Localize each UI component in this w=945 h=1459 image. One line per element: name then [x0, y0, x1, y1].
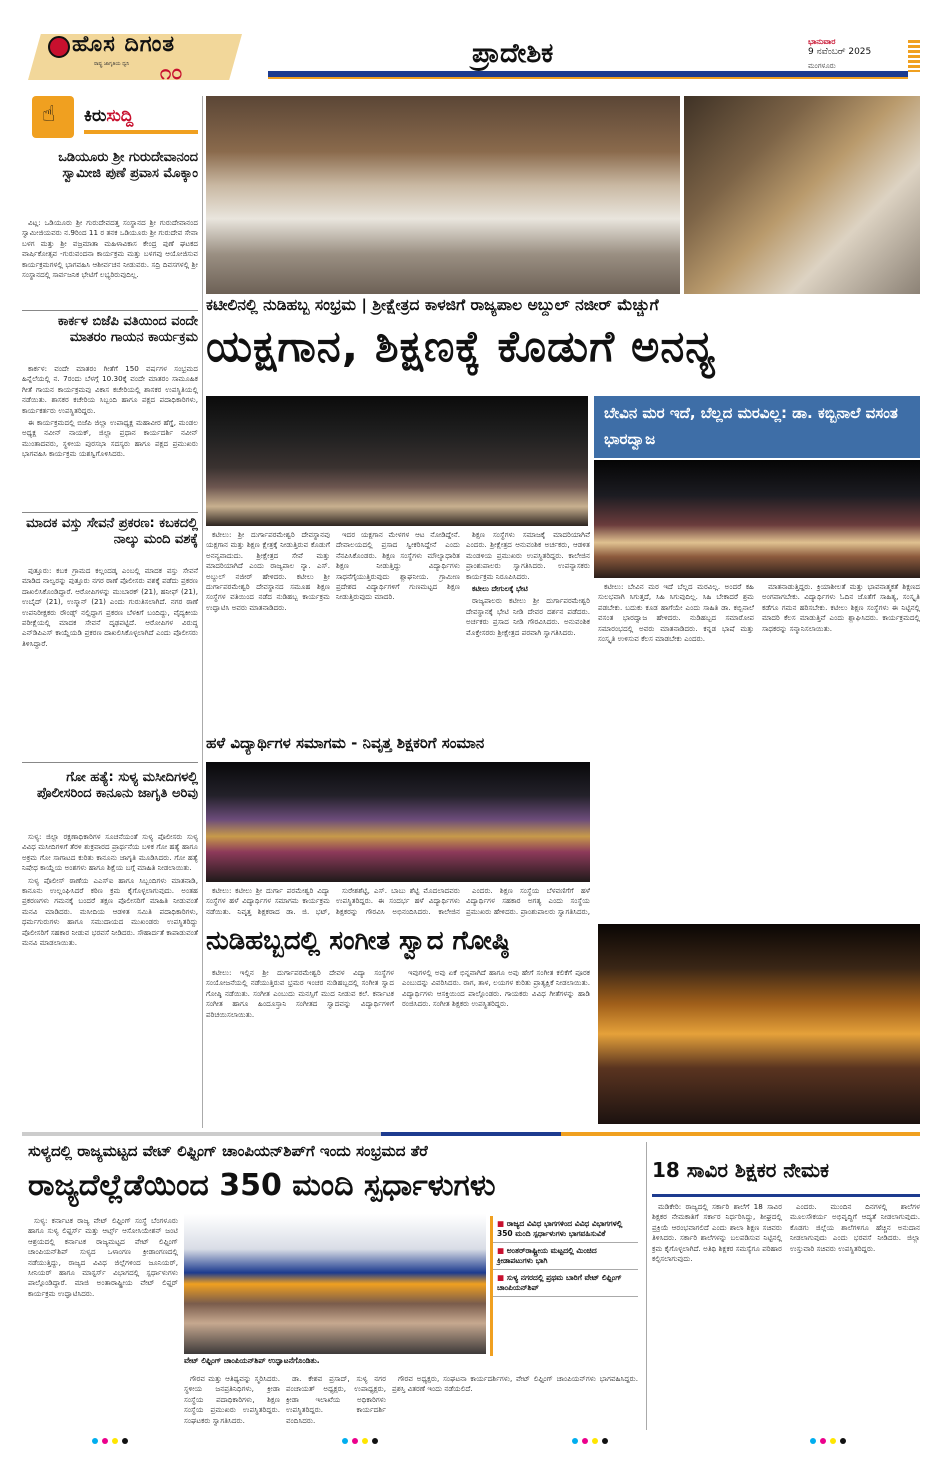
cyan-mark — [572, 1438, 578, 1444]
weightlifting-col3: ಡಾ. ಕೇಶವ ಪ್ರಸಾದ್, ಸುಳ್ಯ ನಗರ ಪಂಚಾಯತ್ ಅಧ್ಯಕ್ಷರು, ಉಪಾಧ್ಯಕ್ಷರು, ಕ್ರೀಡಾ ಇಲಾಖೆಯ ಅಧಿಕಾರಿಗಳು ಉಪಸ್ಥಿತರಿದ್ದರು. ಕಾರ್ಯದರ್ಶಿ ವಂದಿಸಿದರು. — [286, 1374, 386, 1425]
print-registration-marks — [0, 1434, 945, 1454]
section-title: ಪ್ರಾದೇಶಿಕ — [472, 38, 554, 69]
pointing-hand-icon — [32, 96, 74, 138]
magenta-mark — [352, 1438, 358, 1444]
teachers-col2: ಎಂದರು. ಮುಂದಿನ ದಿನಗಳಲ್ಲಿ ಶಾಲೆಗಳ ಮೂಲಸೌಕರ್ಯ ಅಭಿವೃದ್ಧಿಗೆ ಆದ್ಯತೆ ನೀಡಲಾಗುವುದು. ಕೊಡಗು ಜಿಲ್ಲೆಯ ಶಾಲೆಗಳಿಗೂ ಹೆಚ್ಚಿನ ಅನುದಾನ ನೀಡಲಾಗುವುದು ಎಂದು ಭರವಸೆ ನೀಡಿದರು. ಜಿಲ್ಲಾ ಉಸ್ತುವಾರಿ ಸಚಿವರು ಉಪಸ್ಥಿತರಿದ್ದರು. — [790, 1202, 920, 1253]
kirusuddi-column — [22, 96, 198, 1128]
paper-tagline: ರಾಷ್ಟ್ರ ಜಾಗೃತಿಯ ಧ್ವನಿ — [94, 61, 130, 67]
main-kicker: ಕಟೀಲಿನಲ್ಲಿ ನುಡಿಹಬ್ಬ ಸಂಭ್ರಮ | ಶ್ರೀಕ್ಷೇತ್ರದ ಕಾಳಜಿಗೆ ರಾಜ್ಯಪಾಲ ಅಬ್ದುಲ್ ನಜೀರ್ ಮೆಚ್ಚುಗೆ — [206, 296, 659, 314]
brief-headline-4: ಗೋ ಹತ್ಯೆ: ಸುಳ್ಯ ಮಸೀದಿಗಳಲ್ಲಿ ಪೊಲೀಸರಿಂದ ಕಾನೂನು ಜಾಗೃತಿ ಅರಿವು — [37, 770, 198, 801]
alumni-headline: ಹಳೆ ವಿದ್ಯಾರ್ಥಿಗಳ ಸಮಾಗಮ - ನಿವೃತ್ತ ಶಿಕ್ಷಕರಿಗೆ ಸಂಮಾನ — [206, 734, 485, 752]
brief-headline-3: ಮಾದಕ ವಸ್ತು ಸೇವನೆ ಪ್ರಕರಣ: ಕಬಕದಲ್ಲಿ ನಾಲ್ಕು ಮಂದಿ ವಶಕ್ಕೆ — [26, 516, 198, 547]
temple-greeting-photo — [684, 96, 920, 294]
weightlifting-inauguration-photo — [184, 1214, 486, 1354]
photo-caption: ವೇಟ್ ಲಿಫ್ಟಿಂಗ್ ಚಾಂಪಿಯನ್‌ಶಿಪ್ ಉದ್ಘಾಟನೆಗೊಂಡಿತು. — [184, 1356, 320, 1365]
alumni-group-photo — [206, 762, 590, 882]
governor-visit-photo — [206, 96, 680, 294]
teachers-col1: ಮಡಿಕೇರಿ: ರಾಜ್ಯದಲ್ಲಿ ಸರ್ಕಾರಿ ಶಾಲೆಗೆ 18 ಸಾವಿರ ಶಿಕ್ಷಕರ ನೇಮಕಾತಿಗೆ ಸರ್ಕಾರ ನಿರ್ಧರಿಸಿದ್ದು, ಶೀಘ್ರದಲ್ಲಿ ಪ್ರಕ್ರಿಯೆ ಆರಂಭವಾಗಲಿದೆ ಎಂದು ಶಾಲಾ ಶಿಕ್ಷಣ ಸಚಿವರು ತಿಳಿಸಿದರು. ಸರ್ಕಾರಿ ಶಾಲೆಗಳನ್ನು ಬಲಪಡಿಸುವ ನಿಟ್ಟಿನಲ್ಲಿ ಕ್ರಮ ಕೈಗೊಳ್ಳಲಾಗಿದೆ. ಅತಿಥಿ ಶಿಕ್ಷಕರ ಸಮಸ್ಯೆಗೂ ಪರಿಹಾರ ಕಲ್ಪಿಸಲಾಗುವುದು. — [652, 1202, 782, 1264]
alumni-story-col1: ಕಟೀಲು: ಕಟೀಲು ಶ್ರೀ ದುರ್ಗಾ ಪರಮೇಶ್ವರಿ ವಿದ್ಯಾ ಸಂಸ್ಥೆಗಳ ಹಳೆ ವಿದ್ಯಾರ್ಥಿಗಳ ಸಮಾಗಮ ಕಾರ್ಯಕ್ರಮ ನಡೆಯಿತು. ನಿವೃತ್ತ ಶಿಕ್ಷಕರಾದ ಡಾ. ಜಿ. ಭಟ್, — [206, 886, 330, 916]
main-story-subhead: ಕಟೀಲು ದೇಗುಲಕ್ಕೆ ಭೇಟಿ — [472, 584, 528, 594]
alumni-story-col3: ಎಂದರು. ಶಿಕ್ಷಣ ಸಂಸ್ಥೆಯ ಬೆಳವಣಿಗೆಗೆ ಹಳೆ ವಿದ್ಯಾರ್ಥಿಗಳ ಸಹಕಾರ ಅಗತ್ಯ ಎಂದು ಸಂಸ್ಥೆಯ ಪ್ರಮುಖರು ಹೇಳಿದರು. ಪ್ರಾಂಶುಪಾಲರು ಸ್ವಾಗತಿಸಿದರು, — [466, 886, 590, 916]
highlights-box — [490, 1216, 638, 1356]
kirusuddi-label-part2: ಸುದ್ದಿ — [106, 106, 134, 126]
emblem-icon — [48, 36, 70, 58]
section-rule-accent — [268, 77, 908, 79]
black-mark — [840, 1438, 846, 1444]
weightlifting-col4: ಗೌರವ ಅಧ್ಯಕ್ಷರು, ಸಂಘಟನಾ ಕಾರ್ಯದರ್ಶಿಗಳು, ವೇಟ್ ಲಿಫ್ಟಿಂಗ್ ಚಾಂಪಿಯನ್‌ಗಳು ಭಾಗವಹಿಸಿದ್ದರು. ಪ್ರಶಸ್ತಿ ವಿತರಣೆ ಇಂದು ನಡೆಯಲಿದೆ. — [392, 1374, 638, 1394]
decorative-stripes — [908, 40, 920, 72]
column-divider — [646, 1142, 647, 1430]
black-mark — [122, 1438, 128, 1444]
magenta-mark — [820, 1438, 826, 1444]
bevu-subhead: ಬೇವಿನ ಮರ ಇದೆ, ಬೆಲ್ಲದ ಮರವಿಲ್ಲ: ಡಾ. ಕಬ್ಬಿನಾಲೆ ವಸಂತ ಭಾರದ್ವಾಜ — [594, 396, 920, 458]
bevu-story-col1: ಕಟೀಲು: ಬೇವಿನ ಮರ ಇದೆ ಬೆಲ್ಲದ ಮರವಿಲ್ಲ. ಅಂದರೆ ಕಹಿ ಸುಲಭವಾಗಿ ಸಿಗುತ್ತದೆ, ಸಿಹಿ ಸಿಗುವುದಿಲ್ಲ. ಸಿಹಿ ಬೇಕಾದರೆ ಶ್ರಮ ಪಡಬೇಕು. ಬದುಕು ಕೂಡ ಹಾಗೆಯೇ ಎಂದು ಸಾಹಿತಿ ಡಾ. ಕಬ್ಬಿನಾಲೆ ವಸಂತ ಭಾರದ್ವಾಜ ಹೇಳಿದರು. ನುಡಿಹಬ್ಬದ ಸಮಾರೋಪ ಸಮಾರಂಭದಲ್ಲಿ ಅವರು ಮಾತನಾಡಿದರು. ಕನ್ನಡ ಭಾಷೆ ಮತ್ತು ಸಂಸ್ಕೃತಿ ಉಳಿಸುವ ಕೆಲಸ ಮಾಡಬೇಕು ಎಂದರು. — [598, 582, 754, 644]
brief-body-4: ಸುಳ್ಯ: ಜಿಲ್ಲಾ ರಕ್ಷಣಾಧಿಕಾರಿಗಳ ಸೂಚನೆಯಂತೆ ಸುಳ್ಯ ಪೊಲೀಸರು ಸುಳ್ಯ ವಿವಿಧ ಮಸೀದಿಗಳಿಗೆ ತೆರಳಿ ಶುಕ್ರವಾರದ ಪ್ರಾರ್ಥನೆಯ ಬಳಿಕ ಗೋ ಹತ್ಯೆ ಹಾಗೂ ಅಕ್ರಮ ಗೋ ಸಾಗಾಟದ ಕುರಿತು ಕಾನೂನು ಜಾಗೃತಿ ಮೂಡಿಸಿದರು. ಗೋ ಹತ್ಯೆ ನಿಷೇಧ ಕಾಯ್ದೆಯ ಅಂಶಗಳು ಹಾಗೂ ಶಿಕ್ಷೆಯ ಬಗ್ಗೆ ಮಾಹಿತಿ ನೀಡಲಾಯಿತು. ಸುಳ್ಯ ಪೊಲೀಸ್ ಠಾಣೆಯ ಎಎಸ್ಐ ಹಾಗೂ ಸಿಬ್ಬಂದಿಗಳು ಮಾತನಾಡಿ, ಕಾನೂನು ಉಲ್ಲಂಘಿಸಿದರೆ ಕಠಿಣ ಕ್ರಮ ಕೈಗೊಳ್ಳಲಾಗುವುದು. ಅಂತಹ ಪ್ರಕರಣಗಳು ಗಮನಕ್ಕೆ ಬಂದರೆ ತಕ್ಷಣ ಪೊಲೀಸರಿಗೆ ಮಾಹಿತಿ ನೀಡುವಂತೆ ಮನವಿ ಮಾಡಿದರು. ಮಸೀದಿಯ ಆಡಳಿತ ಸಮಿತಿ ಪದಾಧಿಕಾರಿಗಳು, ಧರ್ಮಗುರುಗಳು ಹಾಗೂ ಸಮುದಾಯದ ಮುಖಂಡರು ಉಪಸ್ಥಿತರಿದ್ದು ಪೊಲೀಸರಿಗೆ ಸಹಕಾರ ನೀಡುವ ಭರವಸೆ ನೀಡಿದರು. ಸೌಹಾರ್ದತೆ ಕಾಪಾಡುವಂತೆ ಮನವಿ ಮಾಡಲಾಯಿತು. — [22, 832, 198, 948]
kirusuddi-label-part1: ಕಿರು — [84, 106, 107, 126]
nudihabba-stage-photo — [206, 396, 588, 526]
weightlifting-col2: ಗೌರವ ಮತ್ತು ಆತಿಥ್ಯವನ್ನು ಸ್ಮರಿಸಿದರು. ಸ್ಥಳೀಯ ಜನಪ್ರತಿನಿಧಿಗಳು, ಕ್ರೀಡಾ ಸಂಸ್ಥೆಯ ಪದಾಧಿಕಾರಿಗಳು, ಶಿಕ್ಷಣ ಸಂಸ್ಥೆಯ ಪ್ರಮುಖರು ಉಪಸ್ಥಿತರಿದ್ದರು. ಸಂಘಟಕರು ಸ್ವಾಗತಿಸಿದರು. — [184, 1374, 280, 1425]
main-story-col2: ಇದರ ಯಕ್ಷಗಾನ ಮೇಳಗಳ ಆಟ ನೋಡಿದ್ದೇನೆ. ದೇವಾಲಯದಲ್ಲಿ ಪ್ರಸಾದ ಸ್ವೀಕರಿಸಿದ್ದೇನೆ ಎಂದು ನೆನಪಿಸಿಕೊಂಡರು. ಶಿಕ್ಷಣ ಸಂಸ್ಥೆಗಳು ಮೌಲ್ಯಾಧಾರಿತ ಶಿಕ್ಷಣ ನೀಡುತ್ತಿದ್ದು ವಿದ್ಯಾರ್ಥಿಗಳು ಸಾಧನೆಗೈಯುತ್ತಿರುವುದು ಶ್ಲಾಘನೀಯ. ಗ್ರಾಮೀಣ ಪ್ರದೇಶದ ವಿದ್ಯಾರ್ಥಿಗಳಿಗೆ ಗುಣಮಟ್ಟದ ಶಿಕ್ಷಣ ನೀಡುತ್ತಿರುವುದು ಮಾದರಿ. — [336, 530, 460, 602]
city-label: ಮಂಗಳೂರು — [808, 62, 836, 70]
highlight-item: ■ ರಾಜ್ಯದ ವಿವಿಧ ಭಾಗಗಳಿಂದ ವಿವಿಧ ವಿಭಾಗಗಳಲ್ಲಿ 350 ಮಂದಿ ಸ್ಪರ್ಧಾಳುಗಳು ಭಾಗವಹಿಸುವಿಕೆ — [493, 1216, 638, 1243]
column-divider — [202, 96, 203, 1128]
highlight-item: ■ ಸುಳ್ಯ ನಗರದಲ್ಲಿ ಪ್ರಥಮ ಬಾರಿಗೆ ವೇಟ್ ಲಿಫ್ಟಿಂಗ್ ಚಾಂಪಿಯನ್‌ಶಿಪ್ — [493, 1270, 638, 1297]
yellow-mark — [362, 1438, 368, 1444]
highlight-item: ■ ಅಂತರ್‌ರಾಷ್ಟ್ರೀಯ ಮಟ್ಟದಲ್ಲಿ ಮಿಂಚಿದ ಕ್ರೀಡಾಪಟುಗಳು ಭಾಗಿ — [493, 1243, 638, 1270]
brief-body-1: ವಿಟ್ಲ: ಒಡಿಯೂರು ಶ್ರೀ ಗುರುದೇವದತ್ತ ಸಂಸ್ಥಾನದ ಶ್ರೀ ಗುರುದೇವಾನಂದ ಸ್ವಾಮೀಜಿಯವರು ನ.9ರಿಂದ 11 ರ ತನಕ ಒಡಿಯೂರು ಶ್ರೀ ಗುರುದೇವ ಸೇವಾ ಬಳಗ ಮತ್ತು ಶ್ರೀ ವಜ್ರಮಾತಾ ಮಹಿಳಾವಿಕಾಸ ಕೇಂದ್ರ ಪುಣೆ ಘಟಕದ ವಾರ್ಷಿಕೋತ್ಸವ -ಗುರುವಂದನಾ ಕಾರ್ಯಕ್ರಮ ಮತ್ತು ಬಳಗವು ಆಯೋಜಿಸುವ ಕಾರ್ಯಕ್ರಮಗಳಲ್ಲಿ ಭಾಗವಹಿಸಿ ಆಶೀರ್ವಚನ ನೀಡುವರು. ಸದ್ರಿ ದಿವಸಗಳಲ್ಲಿ ಶ್ರೀ ಸಂಸ್ಥಾನದಲ್ಲಿ ಸಾರ್ವಜನಿಕ ಭೇಟಿಗೆ ಲಭ್ಯರಿರುವುದಿಲ್ಲ. — [22, 218, 198, 280]
brief-divider — [22, 512, 198, 513]
yellow-mark — [112, 1438, 118, 1444]
dateline — [808, 36, 871, 72]
main-story-col3: ಶಿಕ್ಷಣ ಸಂಸ್ಥೆಗಳು ಸಮಾಜಕ್ಕೆ ಮಾದರಿಯಾಗಿವೆ ಎಂದರು. ಶ್ರೀಕ್ಷೇತ್ರದ ಆನುವಂಶಿಕ ಅರ್ಚಕರು, ಆಡಳಿತ ಮಂಡಳಿಯ ಪ್ರಮುಖರು ಉಪಸ್ಥಿತರಿದ್ದರು. ಕಾಲೇಜಿನ ಪ್ರಾಂಶುಪಾಲರು ಸ್ವಾಗತಿಸಿದರು. ಉಪನ್ಯಾಸಕರು ಕಾರ್ಯಕ್ರಮ ನಿರೂಪಿಸಿದರು. ಕಟೀಲು ದೇಗುಲಕ್ಕೆ ಭೇಟಿ ರಾಜ್ಯಪಾಲರು ಕಟೀಲು ಶ್ರೀ ದುರ್ಗಾಪರಮೇಶ್ವರಿ ದೇವಸ್ಥಾನಕ್ಕೆ ಭೇಟಿ ನೀಡಿ ದೇವರ ದರ್ಶನ ಪಡೆದರು. ಅರ್ಚಕರು ಪ್ರಸಾದ ನೀಡಿ ಗೌರವಿಸಿದರು. ಅನುವಂಶಿಕ ಮೊಕ್ತೇಸರರು ಶ್ರೀಕ್ಷೇತ್ರದ ಪರವಾಗಿ ಸ್ವಾಗತಿಸಿದರು. — [466, 530, 590, 637]
weightlifting-kicker: ಸುಳ್ಯದಲ್ಲಿ ರಾಜ್ಯಮಟ್ಟದ ವೇಟ್ ಲಿಫ್ಟಿಂಗ್ ಚಾಂಪಿಯನ್‌ಶಿಪ್‌ಗೆ ಇಂದು ಸಂಭ್ರಮದ ತೆರೆ — [28, 1142, 428, 1160]
yellow-mark — [592, 1438, 598, 1444]
magenta-mark — [102, 1438, 108, 1444]
paper-logo — [28, 30, 242, 86]
bevu-story-col2: ಮಾತನಾಡುತ್ತಿದ್ದರು. ಕ್ರಿಯಾಶೀಲತೆ ಮತ್ತು ಭಾವನಾತ್ಮಕತೆ ಶಿಕ್ಷಣದ ಅಂಗವಾಗಬೇಕು. ವಿದ್ಯಾರ್ಥಿಗಳು ಓದಿನ ಜೊತೆಗೆ ಸಾಹಿತ್ಯ, ಸಂಸ್ಕೃತಿ ಕಡೆಗೂ ಗಮನ ಹರಿಸಬೇಕು. ಕಟೀಲು ಶಿಕ್ಷಣ ಸಂಸ್ಥೆಗಳು ಈ ನಿಟ್ಟಿನಲ್ಲಿ ಮಾದರಿ ಕೆಲಸ ಮಾಡುತ್ತಿವೆ ಎಂದು ಶ್ಲಾಘಿಸಿದರು. ಕಾರ್ಯಕ್ರಮದಲ್ಲಿ ಸಾಧಕರನ್ನು ಸನ್ಮಾನಿಸಲಾಯಿತು. — [762, 582, 920, 633]
main-headline: ಯಕ್ಷಗಾನ, ಶಿಕ್ಷಣಕ್ಕೆ ಕೊಡುಗೆ ಅನನ್ಯ — [206, 322, 717, 372]
brief-divider — [22, 310, 198, 311]
teachers-rule — [652, 1194, 920, 1197]
black-mark — [602, 1438, 608, 1444]
weightlifting-col1: ಸುಳ್ಯ: ಕರ್ನಾಟಕ ರಾಜ್ಯ ವೇಟ್ ಲಿಫ್ಟಿಂಗ್ ಸಂಸ್ಥೆ ಬೆಂಗಳೂರು ಹಾಗೂ ಸುಳ್ಯ ಲಿಫ್ಟರ್ಸ್ ಮತ್ತು ಆರ್ಟ್ಸ್ ಆಸೋಸಿಯೇಶನ್ ಜಂಟಿ ಆಶ್ರಯದಲ್ಲಿ ಕರ್ನಾಟಕ ರಾಜ್ಯಮಟ್ಟದ ವೇಟ್ ಲಿಫ್ಟಿಂಗ್ ಚಾಂಪಿಯನ್‌ಶಿಪ್ ಸುಳ್ಯದ ಒಳಾಂಗಣ ಕ್ರೀಡಾಂಗಣದಲ್ಲಿ ನಡೆಯುತ್ತಿದ್ದು, ರಾಜ್ಯದ ವಿವಿಧ ಜಿಲ್ಲೆಗಳಿಂದ ಜೂನಿಯರ್, ಸೀನಿಯರ್ ಹಾಗೂ ಮಾಸ್ಟರ್ಸ್ ವಿಭಾಗದಲ್ಲಿ ಸ್ಪರ್ಧಾಳುಗಳು ಪಾಲ್ಗೊಂಡಿದ್ದಾರೆ. ಮಾಜಿ ಅಂತಾರಾಷ್ಟ್ರೀಯ ವೇಟ್ ಲಿಫ್ಟರ್ ಕಾರ್ಯಕ್ರಮ ಉದ್ಘಾಟಿಸಿದರು. — [28, 1216, 178, 1298]
brief-headline-2: ಕಾರ್ಕಳ ಬಿಜೆಪಿ ವತಿಯಿಂದ ವಂದೇ ಮಾತರಂ ಗಾಯನ ಕಾರ್ಯಕ್ರಮ — [57, 314, 198, 345]
cyan-mark — [92, 1438, 98, 1444]
yellow-mark — [830, 1438, 836, 1444]
brief-body-2: ಕಾರ್ಕಳ: ವಂದೇ ಮಾತರಂ ಗೀತೆಗೆ 150 ವರ್ಷಗಳ ಸಂಭ್ರಮದ ಹಿನ್ನೆಲೆಯಲ್ಲಿ ನ. 7ರಂದು ಬೆಳಗ್ಗೆ 10.30ಕ್ಕೆ ವಂದೇ ಮಾತರಂ ಸಾಮೂಹಿಕ ಗೀತೆ ಗಾಯನ ಕಾರ್ಯಕ್ರಮವು ವಿಕಾಸ ಕಚೇರಿಯಲ್ಲಿ ಶಾಸಕರ ಉಪಸ್ಥಿತಿಯಲ್ಲಿ ನಡೆಯಿತು. ಶಾಸಕರ ಕಚೇರಿಯ ಸಿಬ್ಬಂದಿ ಹಾಗೂ ಪಕ್ಷದ ಪದಾಧಿಕಾರಿಗಳು, ಕಾರ್ಯಕರ್ತರು ಉಪಸ್ಥಿತರಿದ್ದರು. ಈ ಕಾರ್ಯಕ್ರಮದಲ್ಲಿ ಬಿಜೆಪಿ ಜಿಲ್ಲಾ ಉಪಾಧ್ಯಕ್ಷ ಮಹಾವೀರ ಹೆಗ್ಡೆ, ಮಂಡಲ ಅಧ್ಯಕ್ಷ ನವೀನ್ ನಾಯಕ್, ಜಿಲ್ಲಾ ಪ್ರಧಾನ ಕಾರ್ಯದರ್ಶಿ ನವೀನ್ ಮುಂತಾದವರು, ಸ್ಥಳೀಯ ಪುರಸಭಾ ಸದಸ್ಯರು ಹಾಗೂ ಪಕ್ಷದ ಪ್ರಮುಖರು ಭಾಗವಹಿಸಿ ಕಾರ್ಯಕ್ರಮ ಯಶಸ್ವಿಗೊಳಿಸಿದರು. — [22, 364, 198, 459]
page-number: ೧೦ — [160, 60, 183, 84]
bottom-section-rule — [22, 1132, 920, 1136]
weightlifting-headline: ರಾಜ್ಯದೆಲ್ಲೆಡೆಯಿಂದ 350 ಮಂದಿ ಸ್ಪರ್ಧಾಳುಗಳು — [28, 1168, 496, 1203]
day-label: ಭಾನುವಾರ — [808, 37, 836, 46]
sangeeta-story-col1: ಕಟೀಲು: ಇಲ್ಲಿನ ಶ್ರೀ ದುರ್ಗಾಪರಮೇಶ್ವರಿ ದೇವಳ ವಿದ್ಯಾ ಸಂಸ್ಥೆಗಳ ಸಂಯೋಜನೆಯಲ್ಲಿ ನಡೆಯುತ್ತಿರುವ ಭ್ರಮರ ಇಂಚರ ನುಡಿಹಬ್ಬದಲ್ಲಿ ಸಂಗೀತ ಸ್ವಾದ ಗೋಷ್ಠಿ ನಡೆಯಿತು. ಸಂಗೀತ ಎಂಬುದು ಮನಸ್ಸಿಗೆ ಮುದ ನೀಡುವ ಕಲೆ. ಕರ್ನಾಟಕ ಸಂಗೀತ ಹಾಗೂ ಹಿಂದೂಸ್ತಾನಿ ಸಂಗೀತದ ಸ್ವಾದವನ್ನು ವಿದ್ಯಾರ್ಥಿಗಳಿಗೆ ಪರಿಚಯಿಸಲಾಯಿತು. — [206, 968, 394, 1019]
brief-divider — [22, 762, 198, 763]
brief-body-3: ಪುತ್ತೂರು: ಕಬಕ ಗ್ರಾಮದ ಕಲ್ಲಂದಡ್ಕ ಎಂಬಲ್ಲಿ ಮಾದಕ ವಸ್ತು ಸೇವನೆ ಮಾಡಿದ ನಾಲ್ವರನ್ನು ಪುತ್ತೂರು ನಗರ ಠಾಣೆ ಪೊಲೀಸರು ವಶಕ್ಕೆ ಪಡೆದು ಪ್ರಕರಣ ದಾಖಲಿಸಿಕೊಂಡಿದ್ದಾರೆ. ಆರೋಪಿಗಳನ್ನು ಮುಬಾರಕ್ (21), ಹನೀಫ್ (21), ಉಬೈದ್ (21), ಉಸ್ಮಾನ್ (21) ಎಂದು ಗುರುತಿಸಲಾಗಿದೆ. ನಗರ ಠಾಣೆ ಉಪನಿರೀಕ್ಷಕರು ರೌಂಡ್ಸ್ ನಲ್ಲಿದ್ದಾಗ ಪ್ರಕರಣ ಬೆಳಕಿಗೆ ಬಂದಿದ್ದು, ವೈದ್ಯಕೀಯ ಪರೀಕ್ಷೆಯಲ್ಲಿ ಮಾದಕ ಸೇವನೆ ದೃಢಪಟ್ಟಿದೆ. ಆರೋಪಿಗಳ ವಿರುದ್ಧ ಎನ್‌ಡಿಪಿಎಸ್ ಕಾಯ್ದೆಯಡಿ ಪ್ರಕರಣ ದಾಖಲಿಸಿಕೊಳ್ಳಲಾಗಿದೆ ಎಂದು ಪೊಲೀಸರು ತಿಳಿಸಿದ್ದಾರೆ. — [22, 566, 198, 648]
black-mark — [372, 1438, 378, 1444]
sangeeta-story-col2: ಇವುಗಳಲ್ಲಿ ಅವು ಏಕೆ ಭಿನ್ನವಾಗಿದೆ ಹಾಗೂ ಅವು ಹೇಗೆ ಸಂಗೀತ ಕಲಿಕೆಗೆ ಪೂರಕ ಎಂಬುದನ್ನು ವಿವರಿಸಿದರು. ರಾಗ, ತಾಳ, ಲಯಗಳ ಕುರಿತು ಪ್ರಾತ್ಯಕ್ಷಿಕೆ ನೀಡಲಾಯಿತು. ವಿದ್ಯಾರ್ಥಿಗಳು ಆಸಕ್ತಿಯಿಂದ ಪಾಲ್ಗೊಂಡರು. ಗಾಯಕರು ವಿವಿಧ ಗೀತೆಗಳನ್ನು ಹಾಡಿ ರಂಜಿಸಿದರು. ಸಂಗೀತ ಶಿಕ್ಷಕರು ಉಪಸ್ಥಿತರಿದ್ದರು. — [402, 968, 590, 1009]
kirusuddi-label — [84, 106, 133, 126]
brief-headline-1: ಒಡಿಯೂರು ಶ್ರೀ ಗುರುದೇವಾನಂದ ಸ್ವಾಮೀಜಿ ಪುಣೆ ಪ್ರವಾಸ ಮೊಕ್ಕಾಂ — [58, 150, 198, 181]
main-story-col1: ಕಟೀಲು: ಶ್ರೀ ದುರ್ಗಾಪರಮೇಶ್ವರಿ ದೇವಸ್ಥಾನವು ಯಕ್ಷಗಾನ ಮತ್ತು ಶಿಕ್ಷಣ ಕ್ಷೇತ್ರಕ್ಕೆ ನೀಡುತ್ತಿರುವ ಕೊಡುಗೆ ಅನನ್ಯವಾದುದು. ಶ್ರೀಕ್ಷೇತ್ರದ ಸೇವೆ ಮತ್ತು ಮಾದರಿಯಾಗಿದೆ ಎಂದು ರಾಜ್ಯಪಾಲ ನ್ಯಾ. ಎಸ್. ಅಬ್ದುಲ್ ನಜೀರ್ ಹೇಳಿದರು. ಕಟೀಲು ಶ್ರೀ ದುರ್ಗಾಪರಮೇಶ್ವರಿ ದೇವಸ್ಥಾನದ ಸಮೂಹ ಶಿಕ್ಷಣ ಸಂಸ್ಥೆಗಳ ವತಿಯಿಂದ ನಡೆದ ನುಡಿಹಬ್ಬ ಕಾರ್ಯಕ್ರಮ ಉದ್ಘಾಟಿಸಿ ಅವರು ಮಾತನಾಡಿದರು. — [206, 530, 330, 612]
sangeeta-stage-photo — [598, 924, 920, 1124]
teachers-headline: 18 ಸಾವಿರ ಶಿಕ್ಷಕರ ನೇಮಕ — [652, 1158, 829, 1182]
alumni-story-col2: ಸುರೇಶಶೆಟ್ಟಿ, ಎಸ್. ಬಾಬು ಶೆಟ್ಟಿ ಮೊದಲಾದವರು ಉಪಸ್ಥಿತರಿದ್ದರು. ಈ ಸಂದರ್ಭ ಹಳೆ ವಿದ್ಯಾರ್ಥಿಗಳು ಶಿಕ್ಷಕರನ್ನು ಗೌರವಿಸಿ ಅಭಿನಂದಿಸಿದರು. ಕಾಲೇಜಿನ — [336, 886, 460, 916]
masthead — [0, 0, 945, 92]
magenta-mark — [582, 1438, 588, 1444]
nudihabba-audience-photo — [594, 460, 920, 578]
kirusuddi-underline — [84, 130, 198, 134]
cyan-mark — [342, 1438, 348, 1444]
date-label: 9 ನವೆಂಬರ್ 2025 — [808, 47, 872, 57]
cyan-mark — [810, 1438, 816, 1444]
sangeeta-headline: ನುಡಿಹಬ್ಬದಲ್ಲಿ ಸಂಗೀತ ಸ್ವಾದ ಗೋಷ್ಠಿ — [206, 926, 510, 956]
paper-name: ಹೊಸ ದಿಗಂತ — [72, 32, 176, 57]
kirusuddi-header — [32, 96, 198, 142]
